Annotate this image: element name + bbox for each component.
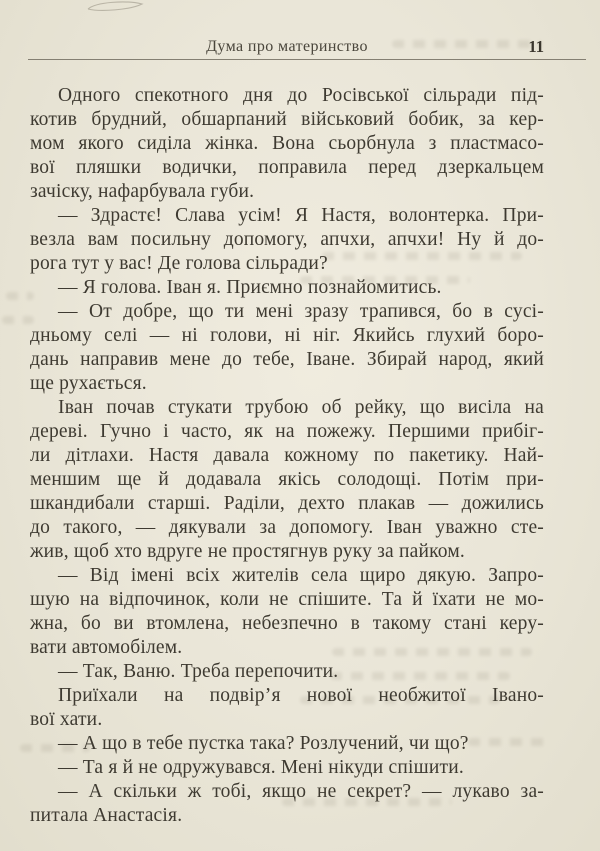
- text-line: дань направив мене до тебе, Іване. Збирай народ, який: [30, 349, 544, 370]
- text-line: — Я голова. Іван я. Приємно познайомитись.: [58, 277, 442, 298]
- text-line: жна, бо ви втомлена, небезпечно в такому стані керу-: [30, 613, 544, 634]
- text-line: Приїхали на подвір’я нової необжитої Івано-: [58, 685, 544, 706]
- text-line: вої хати.: [30, 709, 103, 730]
- text-line: питала Анастасія.: [30, 805, 183, 826]
- text-line: Одного спекотного дня до Росівської сільради під-: [58, 85, 544, 106]
- text-line: мом якого сиділа жінка. Вона сьорбнула з пластмасо-: [30, 133, 544, 154]
- text-line: — А скільки ж тобі, якщо не секрет? — лукаво за-: [58, 781, 544, 802]
- text-line: дньому селі — ні голови, ні ніг. Якийсь глухий боро-: [30, 325, 544, 346]
- text-line: вої пляшки водички, поправила перед дзеркальцем: [30, 157, 544, 178]
- header-rule: [28, 59, 586, 60]
- text-line: зачіску, нафарбувала губи.: [30, 181, 255, 202]
- text-line: шкандибали старші. Раділи, дехто плакав — дожились: [30, 493, 544, 514]
- text-line: — От добре, що ти мені зразу трапився, бо в сусі-: [58, 301, 544, 322]
- pencil-mark: [86, 0, 146, 14]
- text-line: Іван почав стукати трубою об рейку, що висіла на: [58, 397, 544, 418]
- text-line: — Від імені всіх жителів села щиро дякую. Запро-: [58, 565, 544, 586]
- text-line: — А що в тебе пустка така? Розлучений, чи що?: [58, 733, 469, 754]
- running-header-title: Дума про материнство: [206, 38, 368, 55]
- text-line: жив, щоб хто вдруге не простягнув руку за пайком.: [30, 541, 465, 562]
- text-line: ще рухається.: [30, 373, 147, 394]
- text-line: везла вам посильну допомогу, апчхи, апчхи! Ну й до-: [30, 229, 544, 250]
- text-line: — Здрастє! Слава усім! Я Настя, волонтерка. При-: [58, 205, 544, 226]
- text-line: до такого, — дякували за допомогу. Іван уважно сте-: [30, 517, 544, 538]
- text-line: меншим ще й додавала якісь солодощі. Потім при-: [30, 469, 544, 490]
- text-line: шую на відпочинок, коли не спішите. Та й їхати не мо-: [30, 589, 544, 610]
- page-number: 11: [528, 37, 544, 56]
- text-line: вати автомобілем.: [30, 637, 183, 658]
- text-line: рога тут у вас! Де голова сільради?: [30, 253, 328, 274]
- text-line: — Так, Ваню. Треба перепочити.: [58, 661, 339, 682]
- text-line: ли дітлахи. Настя давала кожному по пакетику. Най-: [30, 445, 544, 466]
- text-line: котив брудний, обшарпаний військовий бобик, за кер-: [30, 109, 544, 130]
- text-line: — Та я й не одружувався. Мені нікуди спішити.: [58, 757, 464, 778]
- text-line: дереві. Гучно і часто, як на пожежу. Першими прибіг-: [30, 421, 544, 442]
- page-text: [30, 84, 544, 828]
